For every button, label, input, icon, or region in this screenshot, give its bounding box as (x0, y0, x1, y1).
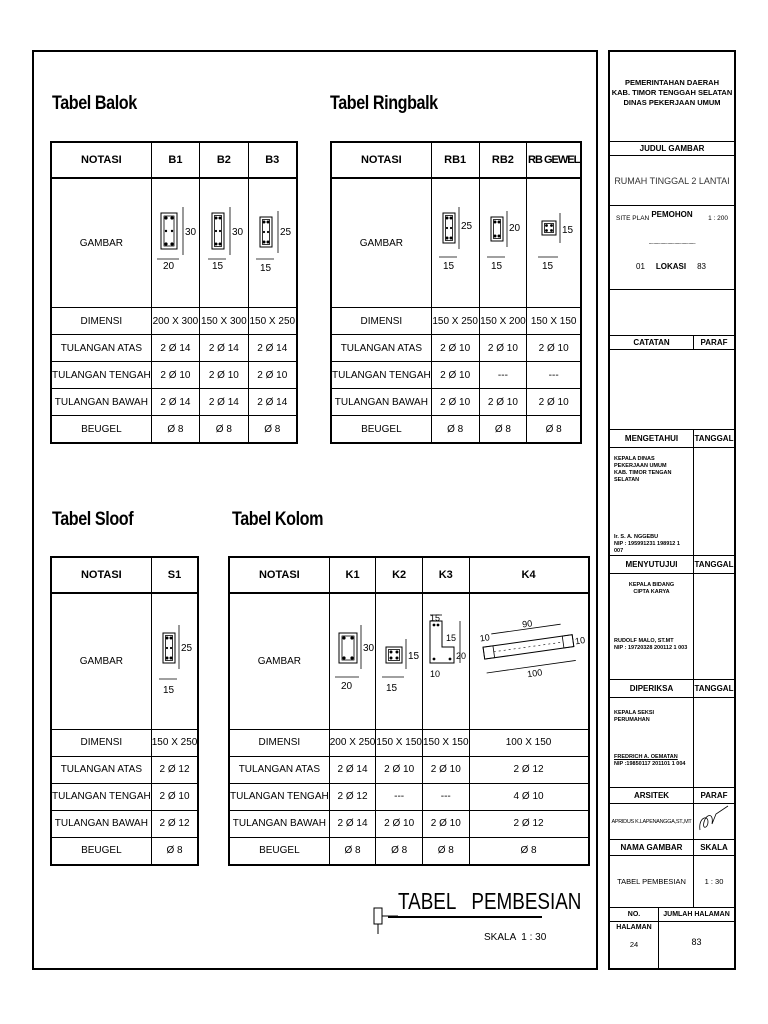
gambar-label: GAMBAR (229, 593, 329, 729)
beam-section-b1 (153, 203, 197, 283)
siteplan-scale: 1 : 200 (708, 215, 728, 222)
header-cell: K1 (329, 557, 376, 593)
diperiksa-label: DIPERIKSA (610, 680, 694, 697)
table-cell: 2 Ø 12 (151, 810, 198, 837)
dim-height: 30 (362, 643, 374, 655)
table-cell: 2 Ø 10 (151, 783, 198, 810)
table-cell: 150 X 250 (151, 729, 198, 756)
lokasi-value: 83 (697, 262, 706, 271)
mengetahui-label: MENGETAHUI (610, 430, 694, 447)
table-cell: 150 X 250 (431, 308, 479, 335)
kasi-name: FREDRICH A. OEMATAN (614, 754, 678, 760)
table-cell: Ø 8 (376, 837, 423, 865)
table-cell: --- (376, 783, 423, 810)
diperiksa-row (610, 680, 734, 698)
row-label: TULANGAN ATAS (51, 756, 151, 783)
header-cell: RB1 (431, 142, 479, 178)
table-cell: 2 Ø 10 (479, 335, 527, 362)
row-label: TULANGAN TENGAH (51, 362, 151, 389)
catatan-label: CATATAN (610, 336, 694, 349)
dim-width: 15 (162, 685, 174, 697)
table-cell: Ø 8 (151, 837, 198, 865)
skala-value: 1 : 30 (704, 877, 724, 886)
header-cell: RB2 (479, 142, 527, 178)
dim-width: 15 (260, 263, 272, 274)
kabid-name: RUDOLF MALO, ST.MT (614, 638, 674, 644)
section-drawing (422, 593, 469, 729)
kolom-title: Tabel Kolom (232, 509, 324, 530)
kabid-line: CIPTA KARYA (633, 589, 670, 595)
table-cell: 2 Ø 14 (200, 389, 248, 416)
table-cell: Ø 8 (422, 837, 469, 865)
kasi-nip: NIP :19850117 201101 1 004 (614, 761, 686, 767)
table-cell: 2 Ø 10 (200, 362, 248, 389)
header-cell: B2 (200, 142, 248, 178)
table-cell: 4 Ø 10 (469, 783, 589, 810)
row-label: TULANGAN ATAS (51, 335, 151, 362)
table-cell: Ø 8 (329, 837, 376, 865)
dim-height: 30 (231, 227, 243, 238)
dim-top: 15 (429, 613, 440, 624)
header-cell: K4 (469, 557, 589, 593)
table-cell: 2 Ø 14 (151, 335, 199, 362)
drawing-scale: SKALA 1 : 30 (484, 932, 547, 943)
kabid-block (610, 574, 734, 680)
no-halaman-value: 24 (610, 922, 659, 968)
table-cell: 150 X 150 (422, 729, 469, 756)
row-label: DIMENSI (331, 308, 431, 335)
dim-mid: 15 (445, 633, 456, 644)
dim-width: 15 (386, 683, 398, 695)
table-cell: 2 Ø 12 (329, 783, 376, 810)
dim-height: 15 (408, 651, 420, 663)
paraf-label: PARAF (700, 338, 728, 347)
sloof-table (50, 556, 199, 866)
table-cell: 150 X 150 (376, 729, 423, 756)
nama-gambar-values (610, 856, 734, 908)
table-cell: 100 X 150 (469, 729, 589, 756)
dim-height: 25 (180, 643, 192, 655)
beam-section-s1 (155, 621, 195, 701)
row-label: TULANGAN BAWAH (229, 810, 329, 837)
paraf-label: PARAF (700, 791, 728, 800)
table-cell: 150 X 200 (479, 308, 527, 335)
arsitek-row (610, 788, 734, 804)
beam-section-rb2 (483, 203, 523, 283)
catatan-space (610, 350, 734, 430)
row-label: TULANGAN ATAS (229, 756, 329, 783)
arsitek-label: ARSITEK (610, 788, 694, 803)
arsitek-block (610, 804, 734, 840)
header-cell: RB GEWEL (527, 142, 581, 178)
arsitek-name: APRIDUS K.LAPENANGGA,ST.,MT (610, 804, 694, 839)
nama-gambar-value: TABEL PEMBESIAN (610, 856, 694, 907)
table-cell: 150 X 300 (200, 308, 248, 335)
table-cell: Ø 8 (200, 416, 248, 444)
gambar-label: GAMBAR (51, 593, 151, 729)
lokasi-no: 01 (636, 262, 645, 271)
agency-line: KAB. TIMOR TENGGAH SELATAN (611, 88, 733, 97)
tanggal-label: TANGGAL (694, 684, 734, 693)
row-label: TULANGAN BAWAH (331, 389, 431, 416)
kabid-line: KEPALA BIDANG (628, 582, 675, 588)
dim-width: 15 (211, 261, 223, 272)
table-cell: 2 Ø 10 (422, 810, 469, 837)
catatan-row (610, 336, 734, 350)
jumlah-halaman-value: 83 (691, 937, 702, 947)
menyutujui-row (610, 556, 734, 574)
dotted-line: ........................................ (648, 240, 696, 246)
table-cell: 2 Ø 10 (431, 335, 479, 362)
sloof-title: Tabel Sloof (52, 509, 134, 530)
table-cell: 2 Ø 10 (431, 389, 479, 416)
halaman-row (610, 908, 734, 931)
table-cell: 2 Ø 10 (527, 389, 581, 416)
header-cell: K2 (376, 557, 423, 593)
dim-top: 90 (521, 618, 533, 630)
column-section-k4 (470, 611, 588, 711)
table-cell: --- (479, 362, 527, 389)
table-cell: 2 Ø 14 (329, 810, 376, 837)
tanggal-label: TANGGAL (694, 434, 734, 443)
dim-width: 15 (443, 261, 455, 272)
section-drawing (376, 593, 423, 729)
ringbalk-table (330, 141, 582, 444)
section-drawing (151, 178, 199, 308)
dim-height: 20 (508, 223, 521, 234)
row-label: TULANGAN TENGAH (229, 783, 329, 810)
table-cell: 2 Ø 10 (431, 362, 479, 389)
row-label: DIMENSI (229, 729, 329, 756)
header-cell: B1 (151, 142, 199, 178)
dim-width: 15 (490, 261, 503, 272)
signature-icon (694, 804, 734, 840)
beam-section-rb1 (435, 203, 475, 283)
jumlah-halaman-label: JUMLAH HALAMAN (663, 911, 730, 918)
dim-height: 30 (185, 227, 197, 238)
table-cell: 150 X 250 (248, 308, 297, 335)
table-cell: Ø 8 (479, 416, 527, 444)
header-cell: NOTASI (229, 557, 329, 593)
table-cell: 2 Ø 14 (248, 389, 297, 416)
dim-height: 25 (280, 227, 292, 238)
menyutujui-label: MENYUTUJUI (610, 556, 694, 573)
kadis-block (610, 448, 734, 556)
agency-header (610, 52, 734, 142)
table-cell: Ø 8 (248, 416, 297, 444)
halaman-values (610, 922, 734, 968)
gambar-label: GAMBAR (51, 178, 151, 308)
section-drawing (329, 593, 376, 729)
mengetahui-row (610, 430, 734, 448)
section-drawing (479, 178, 527, 308)
table-cell: 2 Ø 10 (151, 362, 199, 389)
row-label: BEUGEL (229, 837, 329, 865)
dim-right: 20 (455, 651, 466, 662)
dim-bottom: 100 (526, 667, 543, 680)
table-cell: Ø 8 (469, 837, 589, 865)
section-drawing (248, 178, 297, 308)
table-cell: 150 X 150 (527, 308, 581, 335)
drawing-marker-icon (370, 898, 400, 938)
section-drawing (469, 593, 589, 729)
kadis-line: KAB. TIMOR TENGAN SELATAN (614, 470, 672, 483)
judul-label: JUDUL GAMBAR (610, 142, 734, 156)
drawing-title: TABEL PEMBESIAN (398, 888, 582, 914)
section-drawing (431, 178, 479, 308)
table-cell: 2 Ø 14 (329, 756, 376, 783)
table-cell: 2 Ø 14 (248, 335, 297, 362)
table-cell: 2 Ø 10 (376, 756, 423, 783)
lokasi-label: LOKASI (655, 262, 687, 271)
dim-height: 15 (561, 225, 573, 236)
table-cell: 2 Ø 10 (479, 389, 527, 416)
dim-left: 10 (478, 632, 490, 644)
pemohon-label: PEMOHON (651, 210, 693, 219)
table-cell: 200 X 250 (329, 729, 376, 756)
table-cell: Ø 8 (431, 416, 479, 444)
row-label: TULANGAN ATAS (331, 335, 431, 362)
table-cell: 2 Ø 12 (151, 756, 198, 783)
agency-line: DINAS PEKERJAAN UMUM (623, 98, 721, 107)
dim-bottom: 10 (429, 669, 440, 680)
balok-title: Tabel Balok (52, 93, 137, 114)
table-cell: 2 Ø 10 (422, 756, 469, 783)
table-cell: 2 Ø 10 (527, 335, 581, 362)
nama-gambar-row (610, 840, 734, 856)
beam-section-b3 (252, 203, 292, 283)
gambar-label: GAMBAR (331, 178, 431, 308)
dim-width: 20 (340, 681, 352, 693)
nama-gambar-label: NAMA GAMBAR (610, 840, 694, 855)
tanggal-label: TANGGAL (694, 560, 734, 569)
row-label: TULANGAN BAWAH (51, 810, 151, 837)
column-section-k1 (331, 619, 375, 703)
no-halaman-label: NO. HALAMAN (610, 908, 659, 921)
row-label: DIMENSI (51, 308, 151, 335)
dim-right: 10 (573, 635, 586, 647)
table-cell: Ø 8 (151, 416, 199, 444)
section-drawing (151, 593, 198, 729)
row-label: TULANGAN TENGAH (51, 783, 151, 810)
kolom-table (228, 556, 590, 866)
kadis-nip: NIP : 195991231 198912 1 007 (614, 541, 680, 554)
row-label: BEUGEL (51, 837, 151, 865)
section-drawing (527, 178, 581, 308)
header-cell: B3 (248, 142, 297, 178)
dim-height: 25 (461, 221, 473, 232)
header-cell: NOTASI (51, 142, 151, 178)
row-label: BEUGEL (51, 416, 151, 444)
kasi-line: KEPALA SEKSI PERUMAHAN (614, 710, 655, 723)
siteplan-label: SITE PLAN (616, 215, 650, 222)
column-section-k2 (378, 619, 420, 703)
header-cell: NOTASI (51, 557, 151, 593)
pemohon-block (610, 206, 734, 290)
table-cell: 2 Ø 10 (376, 810, 423, 837)
header-cell: S1 (151, 557, 198, 593)
row-label: TULANGAN TENGAH (331, 362, 431, 389)
dim-width: 15 (541, 261, 553, 272)
row-label: DIMENSI (51, 729, 151, 756)
header-cell: NOTASI (331, 142, 431, 178)
dim-width: 20 (163, 261, 175, 272)
balok-table (50, 141, 298, 444)
row-label: BEUGEL (331, 416, 431, 444)
table-cell: 2 Ø 14 (200, 335, 248, 362)
table-cell: --- (527, 362, 581, 389)
title-block (608, 50, 736, 970)
agency-line: PEMERINTAHAN DAERAH (624, 78, 720, 87)
kasi-block (610, 698, 734, 788)
beam-section-b2 (204, 203, 244, 283)
section-drawing (200, 178, 248, 308)
beam-section-rb-gewel (534, 203, 574, 283)
header-cell: K3 (422, 557, 469, 593)
drawing-title-underline (388, 916, 542, 918)
kadis-name: Ir. S. A. NGGEBU (614, 534, 659, 540)
judul-value: RUMAH TINGGAL 2 LANTAI (610, 156, 734, 206)
skala-label: SKALA (700, 843, 728, 852)
table-cell: 2 Ø 14 (151, 389, 199, 416)
table-cell: 200 X 300 (151, 308, 199, 335)
blank-row (610, 290, 734, 336)
table-cell: 2 Ø 12 (469, 756, 589, 783)
column-section-k3 (424, 611, 468, 711)
ringbalk-title: Tabel Ringbalk (330, 93, 438, 114)
table-cell: Ø 8 (527, 416, 581, 444)
table-cell: 2 Ø 10 (248, 362, 297, 389)
kabid-nip: NIP : 19720328 200112 1 003 (614, 645, 688, 651)
table-cell: --- (422, 783, 469, 810)
kadis-line: KEPALA DINAS PEKERJAAN UMUM (614, 456, 667, 469)
row-label: TULANGAN BAWAH (51, 389, 151, 416)
table-cell: 2 Ø 12 (469, 810, 589, 837)
